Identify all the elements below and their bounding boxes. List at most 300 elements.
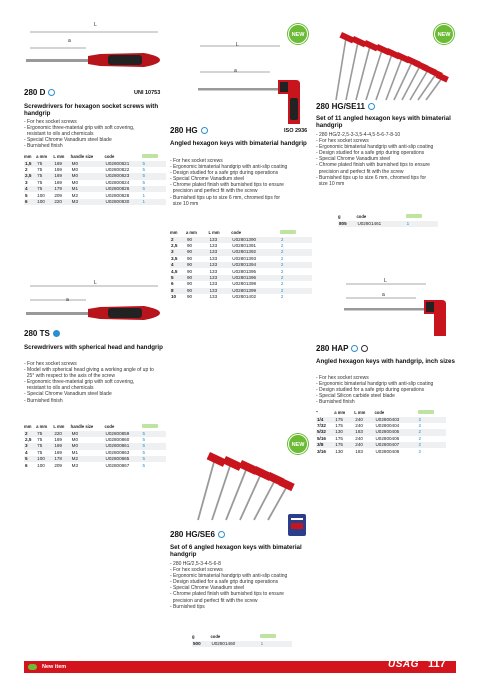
bullet: - Burnished finish	[24, 143, 63, 150]
table-row	[338, 221, 438, 227]
ring-icon	[53, 330, 60, 337]
cell: 2	[280, 262, 312, 268]
cell: 2	[24, 431, 36, 437]
dim-L: L	[94, 22, 97, 28]
bullet: - For hex socket screws	[316, 138, 369, 145]
cell: U02800859	[105, 431, 142, 437]
product-code-text: 280 HG	[170, 126, 198, 135]
bullet: - Ergonomic bimaterial handgrip with anti-slip coating	[170, 164, 288, 171]
product-code-text: 280 HAP	[316, 344, 349, 353]
spec-table	[24, 154, 166, 205]
cell: 220	[53, 199, 70, 205]
cell: 5	[142, 436, 146, 442]
cell: 6	[171, 281, 174, 287]
cell: 2,5	[171, 242, 178, 248]
cell: M0	[71, 173, 105, 179]
cell: 183	[354, 429, 374, 435]
cell: M0	[71, 161, 105, 167]
cell: 805	[338, 221, 356, 227]
bullet: precision and perfect fit with the screw	[170, 597, 258, 604]
cell: U02800828	[105, 192, 130, 198]
dim-L: L	[236, 42, 239, 48]
cell: 500	[192, 641, 210, 647]
col-a: a mm	[334, 410, 346, 415]
bullet: - Special Chrome Vanadium steel blade	[24, 137, 112, 144]
spec-table	[170, 230, 312, 300]
col-size: mm	[24, 154, 32, 159]
cell: 133	[209, 255, 218, 261]
bullet: - Burnished finish	[316, 399, 355, 406]
cell: 133	[209, 294, 218, 300]
cell: M3	[71, 462, 79, 468]
cell: U02800823	[105, 173, 142, 179]
cell: 100	[36, 456, 53, 462]
cell: U02801394	[231, 262, 280, 268]
product-code-text: 280 HG/SE6	[170, 530, 215, 539]
screwdriver-image	[26, 26, 166, 78]
cell: U02800405	[374, 429, 417, 435]
col-a: a mm	[36, 424, 48, 429]
bullet: size 10 mm	[170, 200, 199, 207]
bullet: - Ergonomic bimaterial handgrip with anti-slip coating	[316, 144, 434, 151]
cell: U02800860	[105, 436, 130, 442]
col-L: L mm	[53, 154, 65, 159]
cell: M0	[71, 436, 79, 442]
cell: 3/8	[316, 442, 334, 448]
table-row	[170, 294, 312, 300]
page-number: 117	[428, 658, 446, 670]
cell: 100	[37, 192, 45, 198]
cell: 169	[54, 179, 62, 185]
spec-table	[24, 424, 166, 469]
cell: 209	[54, 192, 62, 198]
cell: 75	[36, 443, 53, 449]
product-title: Angled hexagon keys with handgrip, inch sizes	[316, 358, 455, 365]
cell: 133	[208, 288, 231, 294]
cell: 1	[142, 199, 166, 205]
bullet: - 280 HG/2-2,5-3-3,5-4-4,5-5-6-7-8-10	[316, 132, 401, 138]
cell: 133	[209, 281, 218, 287]
bullet: - Chrome plated finish with burnished tips to ensure	[170, 182, 284, 189]
cell: 2	[418, 417, 446, 423]
product-title: Angled hexagon keys with bimaterial handgrip	[170, 140, 307, 147]
standard-label: ISO 2936	[284, 128, 308, 134]
col-L: L mm	[53, 424, 65, 429]
col-size: "	[316, 410, 318, 415]
cell: 5	[142, 166, 146, 172]
cell: 2	[280, 255, 284, 261]
col-a: a mm	[36, 154, 48, 159]
cell: 75	[36, 431, 53, 437]
cell: 240	[354, 442, 374, 448]
dim-a: a	[382, 292, 385, 298]
cell: 4	[24, 186, 36, 192]
product-code	[316, 344, 368, 353]
dim-L: L	[94, 280, 97, 286]
cell: 5/16	[317, 435, 326, 441]
cell: 2	[280, 268, 284, 274]
cell: 90	[186, 288, 209, 294]
cell: 2	[170, 237, 186, 243]
cell: U02800821	[105, 161, 142, 167]
bullet: resistant to oils and chemicals	[24, 385, 94, 392]
col-size: mm	[24, 424, 32, 429]
cell: 2,5	[25, 436, 32, 442]
cell: U02800830	[105, 199, 142, 205]
bullet-list	[24, 361, 154, 404]
cell: U02800407	[374, 442, 417, 448]
cell: U02801395	[232, 268, 257, 274]
col-handle: handle size	[70, 154, 94, 159]
product-code	[316, 102, 375, 111]
col-code: code	[231, 230, 242, 235]
cell: M0	[71, 166, 79, 172]
cell: 2	[280, 281, 284, 287]
spec-table	[338, 214, 438, 227]
dim-a: a	[68, 38, 71, 44]
bullet: - Burnished finish	[24, 397, 63, 404]
cell: 5	[170, 275, 186, 281]
cell: U02801399	[231, 288, 280, 294]
bullet: - Chrome plated finish with burnished tips to ensure	[170, 591, 284, 598]
spec-table	[192, 634, 292, 647]
ring-icon	[368, 103, 375, 110]
cell: 240	[354, 417, 374, 423]
bullet: - For hex socket screws	[170, 158, 223, 164]
cell: 90	[186, 249, 209, 255]
bullet: resistant to oils and chemicals	[24, 131, 94, 138]
bullet: - Burnished tips	[170, 603, 205, 610]
cell: 133	[208, 275, 231, 281]
cell: 240	[355, 422, 363, 428]
hex-key-set-image	[316, 24, 456, 104]
inch-hex-key-image	[316, 276, 458, 338]
cell: 5	[142, 179, 146, 185]
cell: 2	[418, 429, 446, 435]
ring-icon	[48, 89, 55, 96]
bullet: - Design studied for a safe grip during operations	[316, 150, 425, 157]
cell: 5	[24, 456, 36, 462]
product-title: Set of 11 angled hexagon keys with bimaterial handgrip	[316, 115, 451, 130]
cell: 1/4	[316, 417, 334, 423]
cell: 1,5	[24, 161, 36, 167]
cell: 3	[24, 443, 36, 449]
bullet: 25° with respect to the axis of the screw	[24, 373, 115, 380]
cell: M0	[71, 431, 105, 437]
cell: U02800824	[105, 179, 130, 185]
cell: U02801402	[232, 294, 257, 300]
col-weight: g	[192, 634, 195, 639]
new-item-label: New item	[42, 664, 67, 670]
cell: U02801461	[356, 221, 405, 227]
product-280ts	[24, 280, 166, 468]
cell: 5	[142, 186, 166, 192]
cell: 169	[53, 443, 70, 449]
bullet: - Ergonomic three-material grip with soft covering,	[24, 125, 135, 132]
cell: 90	[186, 281, 193, 287]
pack-icon	[418, 410, 434, 414]
cell: 2	[25, 166, 28, 172]
cell: 90	[186, 242, 193, 248]
col-code: code	[356, 214, 367, 219]
holder-image	[288, 514, 306, 536]
cell: 3,5	[171, 255, 178, 261]
cell: 3/16	[317, 448, 326, 454]
col-L: L mm	[354, 410, 366, 415]
product-code	[170, 530, 225, 539]
cell: 75	[37, 179, 43, 185]
cell: 130	[335, 448, 343, 454]
hex-key-set-image	[170, 434, 312, 524]
cell: 2	[418, 442, 446, 448]
col-code: code	[210, 634, 221, 639]
cell: 100	[36, 199, 53, 205]
product-280hap	[316, 276, 458, 466]
cell: U02801396	[231, 275, 280, 281]
product-title: Set of 6 angled hexagon keys with bimaterial handgrip	[170, 544, 302, 559]
table-row	[24, 462, 166, 468]
bullet: - For hex socket screws	[24, 361, 77, 367]
cell: 133	[208, 262, 231, 268]
bullet-list	[316, 132, 433, 187]
cell: 169	[54, 449, 62, 455]
bullet: - Special Chrome Vanadium steel	[170, 585, 245, 592]
cell: M2	[71, 192, 79, 198]
new-item-legend	[24, 661, 88, 673]
cell: 178	[53, 456, 70, 462]
cell: 1	[406, 221, 438, 227]
bullet: - Chrome plated finish with burnished tips to ensure	[316, 162, 430, 169]
bullet: - Design studied for a safe grip during operations	[170, 170, 279, 177]
cell: U02801392	[231, 249, 280, 255]
cell: 2	[280, 288, 312, 294]
cell: 175	[335, 422, 343, 428]
cell: U02800867	[105, 462, 130, 468]
cell: 6	[25, 462, 28, 468]
cell: 5	[142, 161, 166, 167]
cell: 5	[142, 431, 166, 437]
cell: 75	[37, 166, 43, 172]
cell: 90	[186, 255, 193, 261]
pack-icon	[142, 154, 158, 158]
ring-icon	[201, 127, 208, 134]
cell: 2	[418, 435, 422, 441]
bullet-list	[316, 375, 433, 405]
cell: 100	[37, 462, 45, 468]
cell: 75	[37, 449, 43, 455]
cell: 5	[142, 173, 166, 179]
product-code	[170, 126, 208, 135]
cell: U02801390	[231, 237, 280, 243]
cell: 1	[142, 192, 146, 198]
bullet: - 280 HG/2,5-3-4-5-6-8	[170, 561, 221, 567]
cell: 169	[54, 436, 62, 442]
dim-a: a	[66, 297, 69, 303]
cell: U02800403	[374, 417, 417, 423]
bullet: - For hex socket screws	[316, 375, 369, 381]
cell: 133	[208, 249, 231, 255]
cell: 2	[280, 242, 284, 248]
col-code: code	[104, 424, 115, 429]
cell: 240	[355, 435, 363, 441]
cell: U02800861	[105, 443, 142, 449]
product-title: Screwdrivers for hexagon socket screws with handgrip	[24, 103, 159, 118]
cell: M3	[71, 199, 105, 205]
cell: 75	[37, 436, 43, 442]
cell: 75	[36, 161, 53, 167]
bullet: - Special Chrome Vanadium steel	[170, 176, 245, 183]
ring-icon	[351, 345, 358, 352]
product-code	[24, 88, 55, 97]
cell: U02801398	[232, 281, 257, 287]
product-title: Screwdrivers with spherical head and handgrip	[24, 344, 163, 351]
ring-icon	[361, 345, 368, 352]
dim-a: a	[234, 68, 237, 74]
cell: 90	[186, 275, 209, 281]
cell: 8	[170, 288, 186, 294]
cell: M2	[71, 456, 105, 462]
cell: 5	[25, 192, 28, 198]
bullet-list	[170, 158, 287, 207]
cell: U02800404	[375, 422, 400, 428]
cell: 2	[280, 237, 312, 243]
cell: 175	[334, 442, 354, 448]
cell: 1	[260, 641, 292, 647]
bullet: - Ergonomic bimaterial handgrip with anti-slip coating	[316, 381, 434, 388]
cell: 3	[170, 249, 186, 255]
bullet: - Burnished tips up to size 6 mm, chromed tips for	[316, 174, 427, 181]
cell: U02800406	[375, 435, 400, 441]
spherical-screwdriver-image	[26, 282, 166, 330]
standard-label: UNI 10753	[134, 90, 161, 96]
cell: 133	[209, 242, 218, 248]
col-L: L mm	[208, 230, 220, 235]
cell: U02801393	[232, 255, 257, 261]
bullet: - Special Chrome Vanadium steel	[316, 156, 391, 163]
cell: U02800865	[105, 456, 142, 462]
product-280hg-se6	[170, 430, 312, 656]
cell: 2,5	[24, 173, 36, 179]
product-code-text: 280 HG/SE11	[316, 102, 365, 111]
pack-icon	[280, 230, 296, 234]
cell: U02800822	[105, 166, 130, 172]
cell: 3	[25, 179, 28, 185]
bullet-list	[24, 119, 134, 149]
cell: 5	[142, 449, 146, 455]
cell: U02800408	[375, 448, 400, 454]
table-row	[192, 641, 292, 647]
cell: 6	[24, 199, 36, 205]
cell: 175	[335, 435, 343, 441]
cell: 90	[186, 237, 209, 243]
cell: 4,5	[171, 268, 178, 274]
pack-icon	[260, 634, 276, 638]
bullet: - Ergonomic bimaterial handgrip with anti-slip coating	[170, 573, 288, 580]
cell: M0	[71, 179, 79, 185]
cell: 75	[36, 186, 53, 192]
bullet: - Model with spherical head giving a working angle of up to	[24, 367, 154, 374]
cell: 179	[53, 186, 70, 192]
cell: 4	[25, 449, 28, 455]
cell: 2	[280, 249, 312, 255]
bullet: - Design studied for a safe grip during operations	[170, 579, 279, 586]
bullet: size 10 mm	[316, 180, 345, 187]
bullet: - Ergonomic three-material grip with soft covering,	[24, 379, 135, 386]
cell: 5	[142, 462, 146, 468]
hex-key-image	[170, 42, 312, 132]
bullet: - For hex socket screws	[24, 119, 77, 125]
table-row	[316, 448, 446, 454]
cell: 75	[36, 173, 53, 179]
col-code: code	[374, 410, 385, 415]
new-badge: NEW	[288, 434, 308, 454]
cell: 175	[334, 417, 354, 423]
product-code-text: 280 TS	[24, 329, 50, 338]
cell: 5	[142, 456, 166, 462]
bullet: - Design studied for a safe grip during operations	[316, 387, 425, 394]
dim-L: L	[384, 278, 387, 284]
cell: 169	[53, 161, 70, 167]
bullet: precision and perfect fit with the screw	[316, 168, 404, 175]
product-280hg-se11	[316, 18, 458, 238]
pack-icon	[406, 214, 422, 218]
cell: 5	[142, 443, 166, 449]
bullet: - For hex socket screws	[170, 567, 223, 574]
cell: M0	[71, 443, 105, 449]
cell: 169	[54, 166, 62, 172]
cell: 133	[209, 268, 218, 274]
bullet: - Special Chrome Vanadium steel blade	[24, 391, 112, 398]
cell: 2	[280, 275, 312, 281]
col-a: a mm	[185, 230, 197, 235]
cell: 220	[53, 431, 70, 437]
cell: 90	[186, 268, 193, 274]
cell: U02800863	[105, 449, 130, 455]
cell: U02801460	[210, 641, 259, 647]
cell: M1	[71, 186, 105, 192]
cell: 2	[280, 294, 284, 300]
table-row	[24, 199, 166, 205]
col-code: code	[104, 154, 115, 159]
cell: 4	[170, 262, 186, 268]
cell: 133	[208, 237, 231, 243]
bullet: - Burnished tips up to size 6 mm, chromed tips for	[170, 194, 281, 201]
bullet-list	[170, 561, 287, 610]
cell: 130	[334, 429, 354, 435]
new-badge: NEW	[288, 24, 308, 44]
bullet: precision and perfect fit with the screw	[170, 188, 258, 195]
brand-logo: USAG	[388, 659, 419, 670]
cell: 2	[418, 422, 422, 428]
col-size: mm	[170, 230, 178, 235]
cell: 169	[53, 173, 70, 179]
col-handle: handle size	[70, 424, 94, 429]
product-code-text: 280 D	[24, 88, 46, 97]
col-weight: g	[338, 214, 341, 219]
cell: M1	[71, 449, 79, 455]
cell: 2	[418, 448, 422, 454]
cell: 5/32	[316, 429, 334, 435]
cell: 209	[54, 462, 62, 468]
product-280hg	[170, 18, 312, 328]
pack-icon	[142, 424, 158, 428]
cell: 10	[171, 294, 177, 300]
product-280d	[24, 18, 166, 218]
cell: 183	[355, 448, 363, 454]
cell: 90	[186, 294, 193, 300]
cell: U02801391	[232, 242, 257, 248]
cell: 90	[186, 262, 209, 268]
